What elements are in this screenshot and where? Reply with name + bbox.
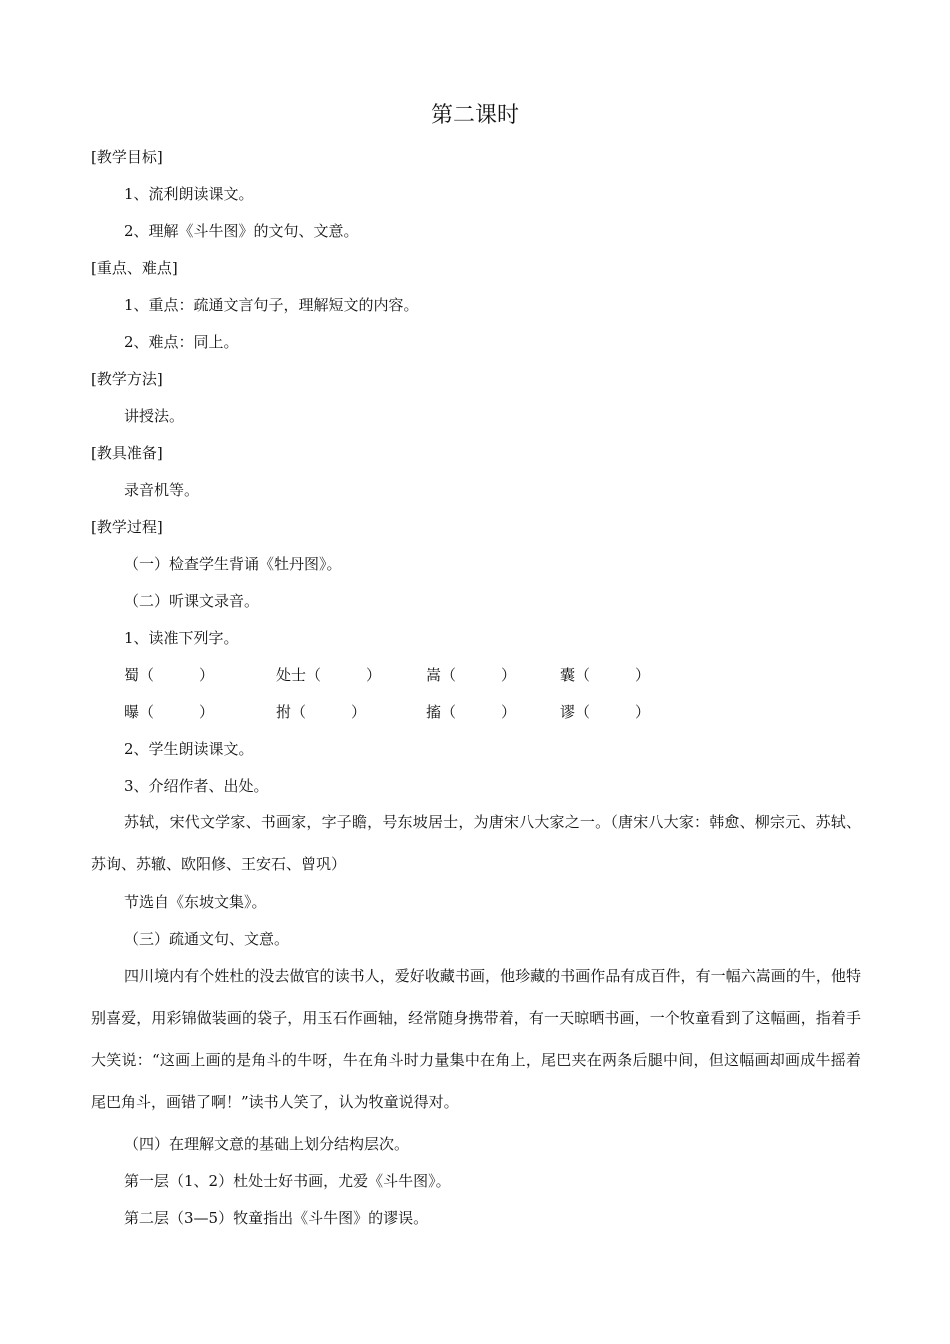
section-heading-process: [教学过程] [91,518,163,536]
key-item: 2、难点：同上。 [124,333,239,351]
method-text: 讲授法。 [124,407,185,425]
char-cell: 曝（ ） [124,703,215,721]
char-cell: 处士（ ） [276,666,382,684]
process-step: （四）在理解文意的基础上划分结构层次。 [124,1135,410,1153]
section-heading-goals: [教学目标] [91,148,163,166]
process-step: 3、介绍作者、出处。 [124,777,269,795]
char-cell: 嵩（ ） [426,666,517,684]
goal-item: 1、流利朗读课文。 [124,185,254,203]
char-cell: 搐（ ） [426,703,517,721]
char-cell: 蜀（ ） [124,666,215,684]
tools-text: 录音机等。 [124,481,200,499]
char-cell: 谬（ ） [560,703,651,721]
process-step: 2、学生朗读课文。 [124,740,254,758]
char-cell: 囊（ ） [560,666,651,684]
structure-layer: 第一层（1、2）杜处士好书画，尤爱《斗牛图》。 [124,1172,451,1190]
source-text: 节选自《东坡文集》。 [124,893,267,911]
process-step: （三）疏通文句、文意。 [124,930,290,948]
process-step: （一）检查学生背诵《牡丹图》。 [124,555,342,573]
section-heading-tools: [教具准备] [91,444,163,462]
process-step: 1、读准下列字。 [124,629,239,647]
page-title: 第二课时 [430,103,519,128]
author-paragraph: 苏轼，宋代文学家、书画家，字子瞻，号东坡居士，为唐宋八大家之一。（唐宋八大家：韩愈、柳宗元、苏轼、苏询、苏辙、欧阳修、王安石、曾巩） [91,813,861,873]
translation-paragraph: 四川境内有个姓杜的没去做官的读书人，爱好收藏书画，他珍藏的书画作品有成百件，有一幅六嵩画的牛，他特别喜爱，用彩锦做装画的袋子，用玉石作画轴，经常随身携带着，有一天晾晒书画，一个牧童看到了这幅画，指着手大笑说：“这画上画的是角斗的牛呀，牛在角斗时力量集中在角上，尾巴夹在两条后腿中间，但这幅画却画成牛摇着尾巴角斗，画错了啊！”读书人笑了，认为牧童说得对。 [91,967,861,1111]
char-cell: 拊（ ） [276,703,367,721]
section-heading-key-points: [重点、难点] [91,259,178,277]
section-heading-method: [教学方法] [91,370,163,388]
key-item: 1、重点：疏通文言句子，理解短文的内容。 [124,296,419,314]
process-step: （二）听课文录音。 [124,592,260,610]
goal-item: 2、理解《斗牛图》的文句、文意。 [124,222,359,240]
structure-layer: 第二层（3—5）牧童指出《斗牛图》的谬误。 [124,1209,429,1227]
